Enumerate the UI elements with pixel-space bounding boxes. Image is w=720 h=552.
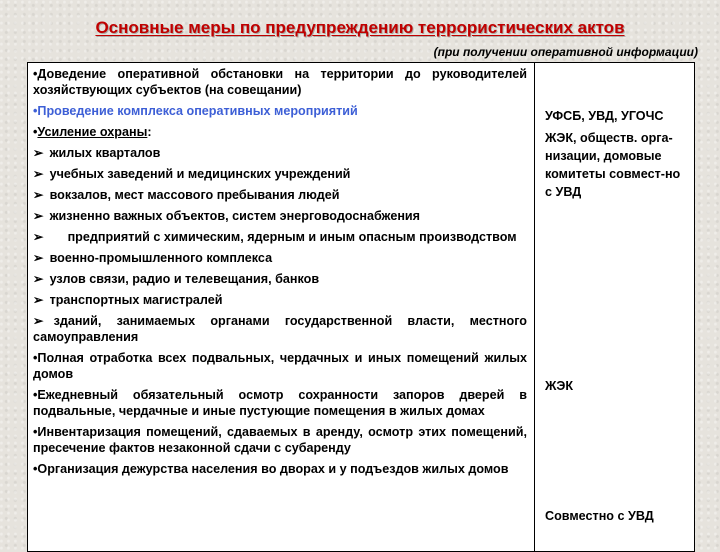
guard-heading: Усиление охраны bbox=[37, 125, 148, 139]
sub-item bbox=[33, 187, 527, 203]
responsible-item: УФСБ, УВД, УГОЧС bbox=[545, 109, 664, 123]
sub-item-text: транспортных магистралей bbox=[49, 293, 223, 307]
arrow-bullet-icon: ➢ bbox=[33, 251, 44, 265]
arrow-bullet-icon: ➢ bbox=[33, 146, 44, 160]
sub-item-text: зданий, занимаемых органами государственной власти, местного самоуправления bbox=[33, 314, 527, 344]
sub-item bbox=[33, 271, 527, 287]
measure-item: •Доведение оперативной обстановки на территории до руководителей хозяйствующих субъектов (на совещании) bbox=[33, 67, 527, 97]
sub-item-text: жизненно важных объектов, систем энерговодоснабжения bbox=[49, 209, 421, 223]
arrow-bullet-icon: ➢ bbox=[33, 230, 44, 244]
sub-item-text: военно-промышленного комплекса bbox=[49, 251, 273, 265]
arrow-bullet-icon: ➢ bbox=[33, 293, 44, 307]
responsible-column bbox=[535, 63, 694, 551]
arrow-bullet-icon: ➢ bbox=[33, 167, 44, 181]
page-title: Основные меры по предупреждению террористических актов bbox=[95, 18, 625, 37]
arrow-bullet-icon: ➢ bbox=[33, 314, 44, 328]
arrow-bullet-icon: ➢ bbox=[33, 272, 44, 286]
measure-item: •Инвентаризация помещений, сдаваемых в аренду, осмотр этих помещений, пресечение фактов незаконной сдачи с субаренду bbox=[33, 425, 527, 455]
measure-item: •Ежедневный обязательный осмотр сохранности запоров дверей в подвальные, чердачные и иные пустующие помещения в жилых домах bbox=[33, 388, 527, 418]
sub-item bbox=[33, 250, 527, 266]
measure-item-guard bbox=[33, 124, 527, 140]
sub-item bbox=[33, 313, 527, 345]
measures-table bbox=[27, 62, 695, 552]
sub-item-text: вокзалов, мест массового пребывания людей bbox=[49, 188, 340, 202]
arrow-bullet-icon: ➢ bbox=[33, 209, 44, 223]
sub-item-text: жилых кварталов bbox=[49, 146, 161, 160]
responsible-item: ЖЭК bbox=[545, 379, 574, 393]
sub-item-text: узлов связи, радио и телевещания, банков bbox=[49, 272, 320, 286]
sub-item-text: предприятий с химическим, ядерным и иным опасным производством bbox=[67, 230, 517, 244]
measure-item: •Организация дежурства населения во дворах и у подъездов жилых домов bbox=[33, 462, 509, 476]
measure-item: •Полная отработка всех подвальных, чердачных и иных помещений жилых домов bbox=[33, 351, 527, 381]
responsible-item: Совместно с УВД bbox=[545, 509, 654, 523]
page-subtitle: (при получении оперативной информации) bbox=[433, 45, 698, 59]
sub-item bbox=[33, 292, 527, 308]
bullet-prefix: • bbox=[33, 125, 38, 139]
measures-column bbox=[28, 63, 535, 551]
sub-item-text: учебных заведений и медицинских учреждений bbox=[49, 167, 351, 181]
measure-item-highlighted: •Проведение комплекса оперативных мероприятий bbox=[33, 104, 358, 118]
sub-item bbox=[33, 166, 527, 182]
guard-colon: : bbox=[147, 125, 152, 139]
sub-item bbox=[33, 229, 527, 245]
sub-item bbox=[33, 208, 527, 224]
responsible-item: ЖЭК, обществ. орга-низации, домовые комитеты совмест-но с УВД bbox=[545, 131, 681, 199]
arrow-bullet-icon: ➢ bbox=[33, 188, 44, 202]
sub-item bbox=[33, 145, 527, 161]
